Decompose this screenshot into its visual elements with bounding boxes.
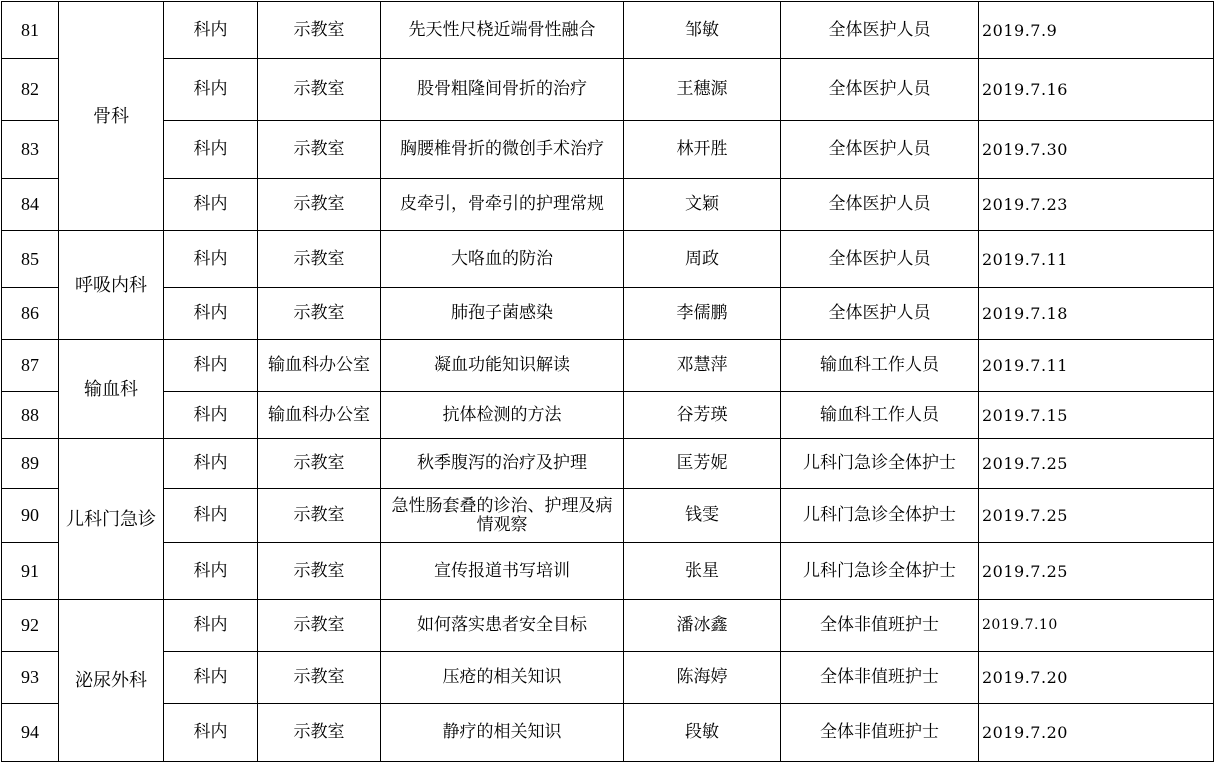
- date-cell: 2019.7.20: [979, 704, 1214, 762]
- table-row: [2, 652, 1214, 704]
- department-cell: 输血科: [59, 340, 164, 439]
- audience-cell: 全体医护人员: [781, 288, 979, 340]
- place-cell: 输血科办公室: [258, 340, 381, 392]
- scope-cell: 科内: [164, 2, 258, 59]
- place-cell: 示教室: [258, 288, 381, 340]
- topic-cell: 皮牵引，骨牵引的护理常规: [381, 179, 624, 231]
- speaker-cell: 林开胜: [624, 121, 781, 179]
- row-number: 88: [2, 392, 59, 439]
- speaker-cell: 周政: [624, 231, 781, 288]
- table-row: [2, 543, 1214, 600]
- topic-cell: 秋季腹泻的治疗及护理: [381, 439, 624, 489]
- row-number: 94: [2, 704, 59, 762]
- audience-cell: 全体非值班护士: [781, 652, 979, 704]
- topic-cell: 肺孢子菌感染: [381, 288, 624, 340]
- row-number: 81: [2, 2, 59, 59]
- row-number: 93: [2, 652, 59, 704]
- topic-cell: 如何落实患者安全目标: [381, 600, 624, 652]
- date-cell: 2019.7.11: [979, 231, 1214, 288]
- speaker-cell: 陈海婷: [624, 652, 781, 704]
- department-cell: 骨科: [59, 2, 164, 231]
- row-number: 84: [2, 179, 59, 231]
- audience-cell: 全体医护人员: [781, 59, 979, 121]
- speaker-cell: 谷芳瑛: [624, 392, 781, 439]
- place-cell: 示教室: [258, 652, 381, 704]
- audience-cell: 儿科门急诊全体护士: [781, 489, 979, 543]
- row-number: 92: [2, 600, 59, 652]
- speaker-cell: 邹敏: [624, 2, 781, 59]
- scope-cell: 科内: [164, 288, 258, 340]
- audience-cell: 儿科门急诊全体护士: [781, 439, 979, 489]
- topic-cell: 急性肠套叠的诊治、护理及病情观察: [381, 489, 624, 543]
- topic-cell: 大咯血的防治: [381, 231, 624, 288]
- table-row: [2, 392, 1214, 439]
- department-cell: 呼吸内科: [59, 231, 164, 340]
- scope-cell: 科内: [164, 543, 258, 600]
- date-cell: 2019.7.23: [979, 179, 1214, 231]
- row-number: 91: [2, 543, 59, 600]
- date-cell: 2019.7.25: [979, 543, 1214, 600]
- table-row: [2, 2, 1214, 59]
- scope-cell: 科内: [164, 179, 258, 231]
- row-number: 90: [2, 489, 59, 543]
- audience-cell: 儿科门急诊全体护士: [781, 543, 979, 600]
- scope-cell: 科内: [164, 59, 258, 121]
- audience-cell: 输血科工作人员: [781, 340, 979, 392]
- topic-cell: 宣传报道书写培训: [381, 543, 624, 600]
- table-row: [2, 704, 1214, 762]
- row-number: 82: [2, 59, 59, 121]
- table-row: [2, 231, 1214, 288]
- place-cell: 示教室: [258, 489, 381, 543]
- date-cell: 2019.7.10: [979, 600, 1214, 652]
- scope-cell: 科内: [164, 704, 258, 762]
- topic-cell: 抗体检测的方法: [381, 392, 624, 439]
- date-cell: 2019.7.30: [979, 121, 1214, 179]
- table-row: [2, 288, 1214, 340]
- department-cell: 儿科门急诊: [59, 439, 164, 600]
- date-cell: 2019.7.9: [979, 2, 1214, 59]
- date-cell: 2019.7.15: [979, 392, 1214, 439]
- audience-cell: 全体医护人员: [781, 231, 979, 288]
- speaker-cell: 文颖: [624, 179, 781, 231]
- place-cell: 示教室: [258, 704, 381, 762]
- speaker-cell: 王穗源: [624, 59, 781, 121]
- place-cell: 示教室: [258, 121, 381, 179]
- scope-cell: 科内: [164, 652, 258, 704]
- row-number: 89: [2, 439, 59, 489]
- table-row: [2, 439, 1214, 489]
- audience-cell: 全体医护人员: [781, 2, 979, 59]
- topic-cell: 先天性尺桡近端骨性融合: [381, 2, 624, 59]
- topic-cell: 静疗的相关知识: [381, 704, 624, 762]
- scope-cell: 科内: [164, 439, 258, 489]
- place-cell: 示教室: [258, 231, 381, 288]
- speaker-cell: 匡芳妮: [624, 439, 781, 489]
- place-cell: 示教室: [258, 59, 381, 121]
- table-row: [2, 121, 1214, 179]
- place-cell: 示教室: [258, 543, 381, 600]
- speaker-cell: 邓慧萍: [624, 340, 781, 392]
- scope-cell: 科内: [164, 392, 258, 439]
- table-row: [2, 489, 1214, 543]
- place-cell: 示教室: [258, 179, 381, 231]
- table-row: [2, 179, 1214, 231]
- audience-cell: 全体医护人员: [781, 121, 979, 179]
- table-row: [2, 59, 1214, 121]
- topic-cell: 压疮的相关知识: [381, 652, 624, 704]
- topic-cell: 股骨粗隆间骨折的治疗: [381, 59, 624, 121]
- speaker-cell: 钱雯: [624, 489, 781, 543]
- audience-cell: 全体非值班护士: [781, 600, 979, 652]
- scope-cell: 科内: [164, 121, 258, 179]
- place-cell: 示教室: [258, 2, 381, 59]
- scope-cell: 科内: [164, 340, 258, 392]
- date-cell: 2019.7.18: [979, 288, 1214, 340]
- place-cell: 示教室: [258, 600, 381, 652]
- audience-cell: 输血科工作人员: [781, 392, 979, 439]
- audience-cell: 全体医护人员: [781, 179, 979, 231]
- place-cell: 示教室: [258, 439, 381, 489]
- topic-cell: 凝血功能知识解读: [381, 340, 624, 392]
- date-cell: 2019.7.25: [979, 489, 1214, 543]
- date-cell: 2019.7.16: [979, 59, 1214, 121]
- audience-cell: 全体非值班护士: [781, 704, 979, 762]
- table-row: [2, 340, 1214, 392]
- speaker-cell: 潘冰鑫: [624, 600, 781, 652]
- row-number: 83: [2, 121, 59, 179]
- row-number: 85: [2, 231, 59, 288]
- place-cell: 输血科办公室: [258, 392, 381, 439]
- department-cell: 泌尿外科: [59, 600, 164, 762]
- speaker-cell: 段敏: [624, 704, 781, 762]
- topic-cell: 胸腰椎骨折的微创手术治疗: [381, 121, 624, 179]
- training-schedule-table: [1, 1, 1214, 762]
- row-number: 87: [2, 340, 59, 392]
- speaker-cell: 李儒鹏: [624, 288, 781, 340]
- date-cell: 2019.7.25: [979, 439, 1214, 489]
- date-cell: 2019.7.20: [979, 652, 1214, 704]
- scope-cell: 科内: [164, 489, 258, 543]
- row-number: 86: [2, 288, 59, 340]
- scope-cell: 科内: [164, 600, 258, 652]
- speaker-cell: 张星: [624, 543, 781, 600]
- table-row: [2, 600, 1214, 652]
- date-cell: 2019.7.11: [979, 340, 1214, 392]
- scope-cell: 科内: [164, 231, 258, 288]
